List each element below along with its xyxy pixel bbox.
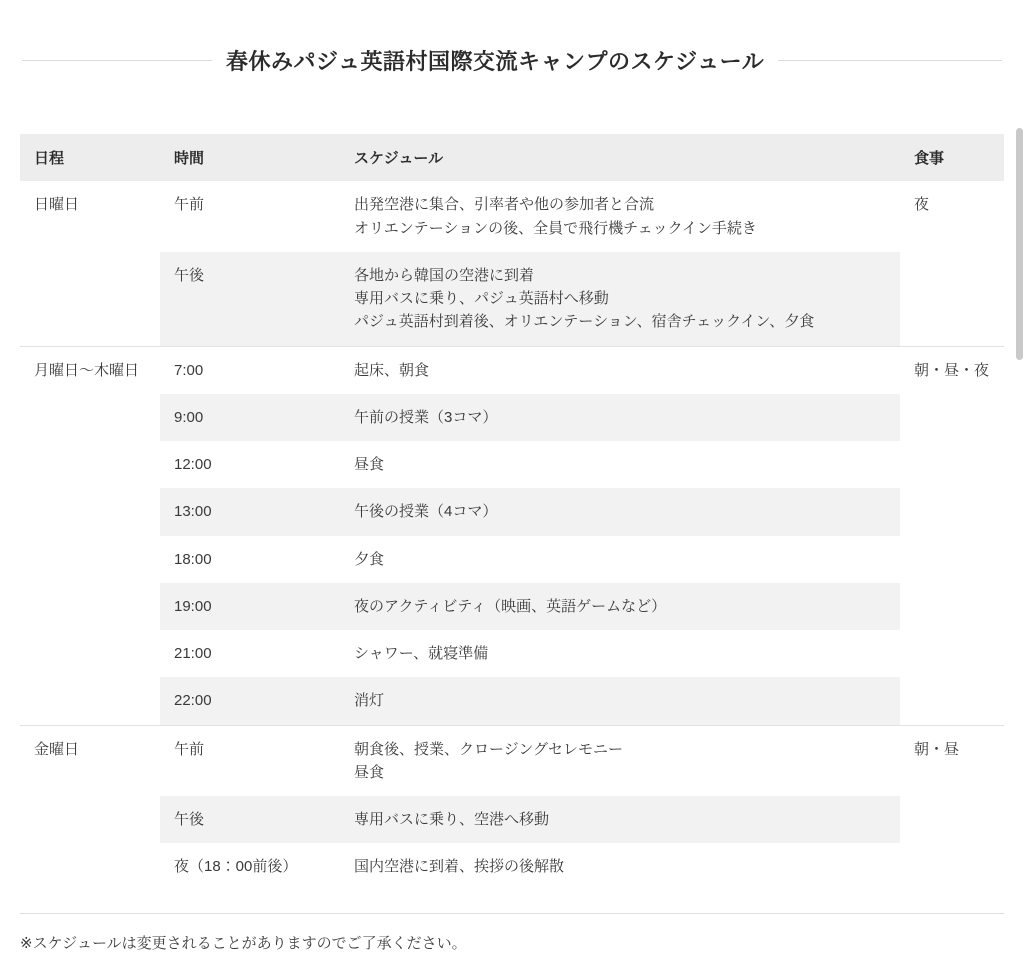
- schedule-line: 専用バスに乗り、パジュ英語村へ移動: [354, 290, 609, 308]
- cell-date: [20, 843, 160, 890]
- cell-schedule: [340, 181, 900, 252]
- cell-date: [20, 488, 160, 535]
- cell-meal: [900, 843, 1004, 890]
- cell-meal: 朝・昼・夜: [900, 346, 1004, 394]
- schedule-line: 夜のアクティビティ（映画、英語ゲームなど）: [354, 597, 667, 615]
- table-row: [20, 346, 1004, 394]
- column-header-schedule: スケジュール: [340, 134, 900, 181]
- table-row: [20, 843, 1004, 890]
- cell-schedule: [340, 346, 900, 394]
- cell-schedule: [340, 583, 900, 630]
- table-row: [20, 441, 1004, 488]
- cell-meal: [900, 796, 1004, 843]
- schedule-table: [20, 134, 1004, 890]
- cell-meal: [900, 630, 1004, 677]
- cell-meal: 朝・昼: [900, 725, 1004, 796]
- cell-time: 午前: [174, 196, 205, 214]
- page-title: 春休みパジュ英語村国際交流キャンプのスケジュール: [226, 48, 765, 74]
- cell-date: [20, 583, 160, 630]
- cell-meal: [900, 394, 1004, 441]
- column-header-time: 時間: [160, 134, 340, 181]
- cell-meal: [900, 441, 1004, 488]
- cell-time: 9:00: [160, 394, 340, 441]
- schedule-line: 国内空港に到着、挨拶の後解散: [354, 858, 565, 876]
- cell-time: 12:00: [174, 456, 212, 474]
- cell-schedule: [340, 677, 900, 725]
- table-row: [20, 630, 1004, 677]
- cell-date: [20, 677, 160, 725]
- schedule-line: パジュ英語村到着後、オリエンテーション、宿舎チェックイン、夕食: [354, 313, 815, 331]
- cell-meal: [900, 252, 1004, 346]
- column-header-meal: 食事: [900, 134, 1004, 181]
- schedule-line: 各地から韓国の空港に到着: [354, 266, 535, 284]
- cell-date: 金曜日: [20, 725, 160, 796]
- cell-time: 13:00: [160, 488, 340, 535]
- cell-schedule: [340, 252, 900, 346]
- table-row: [20, 488, 1004, 535]
- cell-schedule: [340, 843, 900, 890]
- column-header-date: 日程: [20, 134, 160, 181]
- schedule-line: 午後の授業（4コマ）: [354, 503, 498, 521]
- cell-schedule: [340, 441, 900, 488]
- schedule-line: 夕食: [354, 550, 385, 568]
- footnote-divider: [20, 913, 1004, 914]
- cell-time: 22:00: [160, 677, 340, 725]
- table-header-row: [20, 134, 1004, 181]
- schedule-line: 出発空港に集合、引率者や他の参加者と合流: [354, 196, 655, 214]
- schedule-line: 昼食: [354, 763, 385, 781]
- cell-time: 午後: [160, 796, 340, 843]
- schedule-line: 起床、朝食: [354, 361, 430, 379]
- cell-time: 18:00: [174, 550, 212, 568]
- table-row: [20, 796, 1004, 843]
- cell-date: [20, 536, 160, 583]
- cell-time: 午後: [160, 252, 340, 346]
- title-rule-left: [22, 60, 212, 61]
- page-scrollbar[interactable]: [1015, 0, 1024, 955]
- schedule-line: 専用バスに乗り、空港へ移動: [354, 811, 550, 829]
- schedule-line: 朝食後、授業、クロージングセレモニー: [354, 740, 624, 758]
- cell-date: 日曜日: [20, 181, 160, 252]
- schedule-line: シャワー、就寝準備: [354, 645, 489, 663]
- cell-date: [20, 796, 160, 843]
- cell-date: [20, 252, 160, 346]
- cell-time: 7:00: [160, 346, 340, 394]
- cell-schedule: [340, 630, 900, 677]
- cell-date: [20, 630, 160, 677]
- table-head: [20, 134, 1004, 181]
- table-row: [20, 677, 1004, 725]
- schedule-line: 午前の授業（3コマ）: [354, 408, 498, 426]
- table-row: [20, 725, 1004, 796]
- cell-schedule: [340, 536, 900, 583]
- cell-meal: [900, 536, 1004, 583]
- cell-schedule: [340, 725, 900, 796]
- cell-time: 夜（18：00前後）: [174, 858, 298, 876]
- table-body: [20, 181, 1004, 890]
- cell-schedule: [340, 394, 900, 441]
- cell-meal: [900, 488, 1004, 535]
- cell-time: 午前: [160, 725, 340, 796]
- cell-date: [20, 394, 160, 441]
- page-title-block: [20, 0, 1004, 90]
- cell-date: [20, 441, 160, 488]
- schedule-table-container: [20, 134, 1004, 890]
- schedule-line: 消灯: [354, 692, 385, 710]
- table-row: [20, 394, 1004, 441]
- table-row: [20, 252, 1004, 346]
- cell-time: 19:00: [160, 583, 340, 630]
- table-row: [20, 181, 1004, 252]
- cell-meal: 夜: [900, 181, 1004, 252]
- page-scrollbar-thumb[interactable]: [1016, 128, 1023, 360]
- footnote-text: ※スケジュールは変更されることがありますのでご了承ください。: [20, 934, 467, 952]
- cell-date: 月曜日〜木曜日: [20, 346, 160, 394]
- cell-meal: [900, 583, 1004, 630]
- cell-schedule: [340, 796, 900, 843]
- cell-schedule: [340, 488, 900, 535]
- table-row: [20, 583, 1004, 630]
- title-rule-right: [778, 60, 1002, 61]
- cell-time: 21:00: [174, 645, 212, 663]
- schedule-line: オリエンテーションの後、全員で飛行機チェックイン手続き: [354, 219, 757, 237]
- schedule-line: 昼食: [354, 456, 385, 474]
- cell-meal: [900, 677, 1004, 725]
- table-row: [20, 536, 1004, 583]
